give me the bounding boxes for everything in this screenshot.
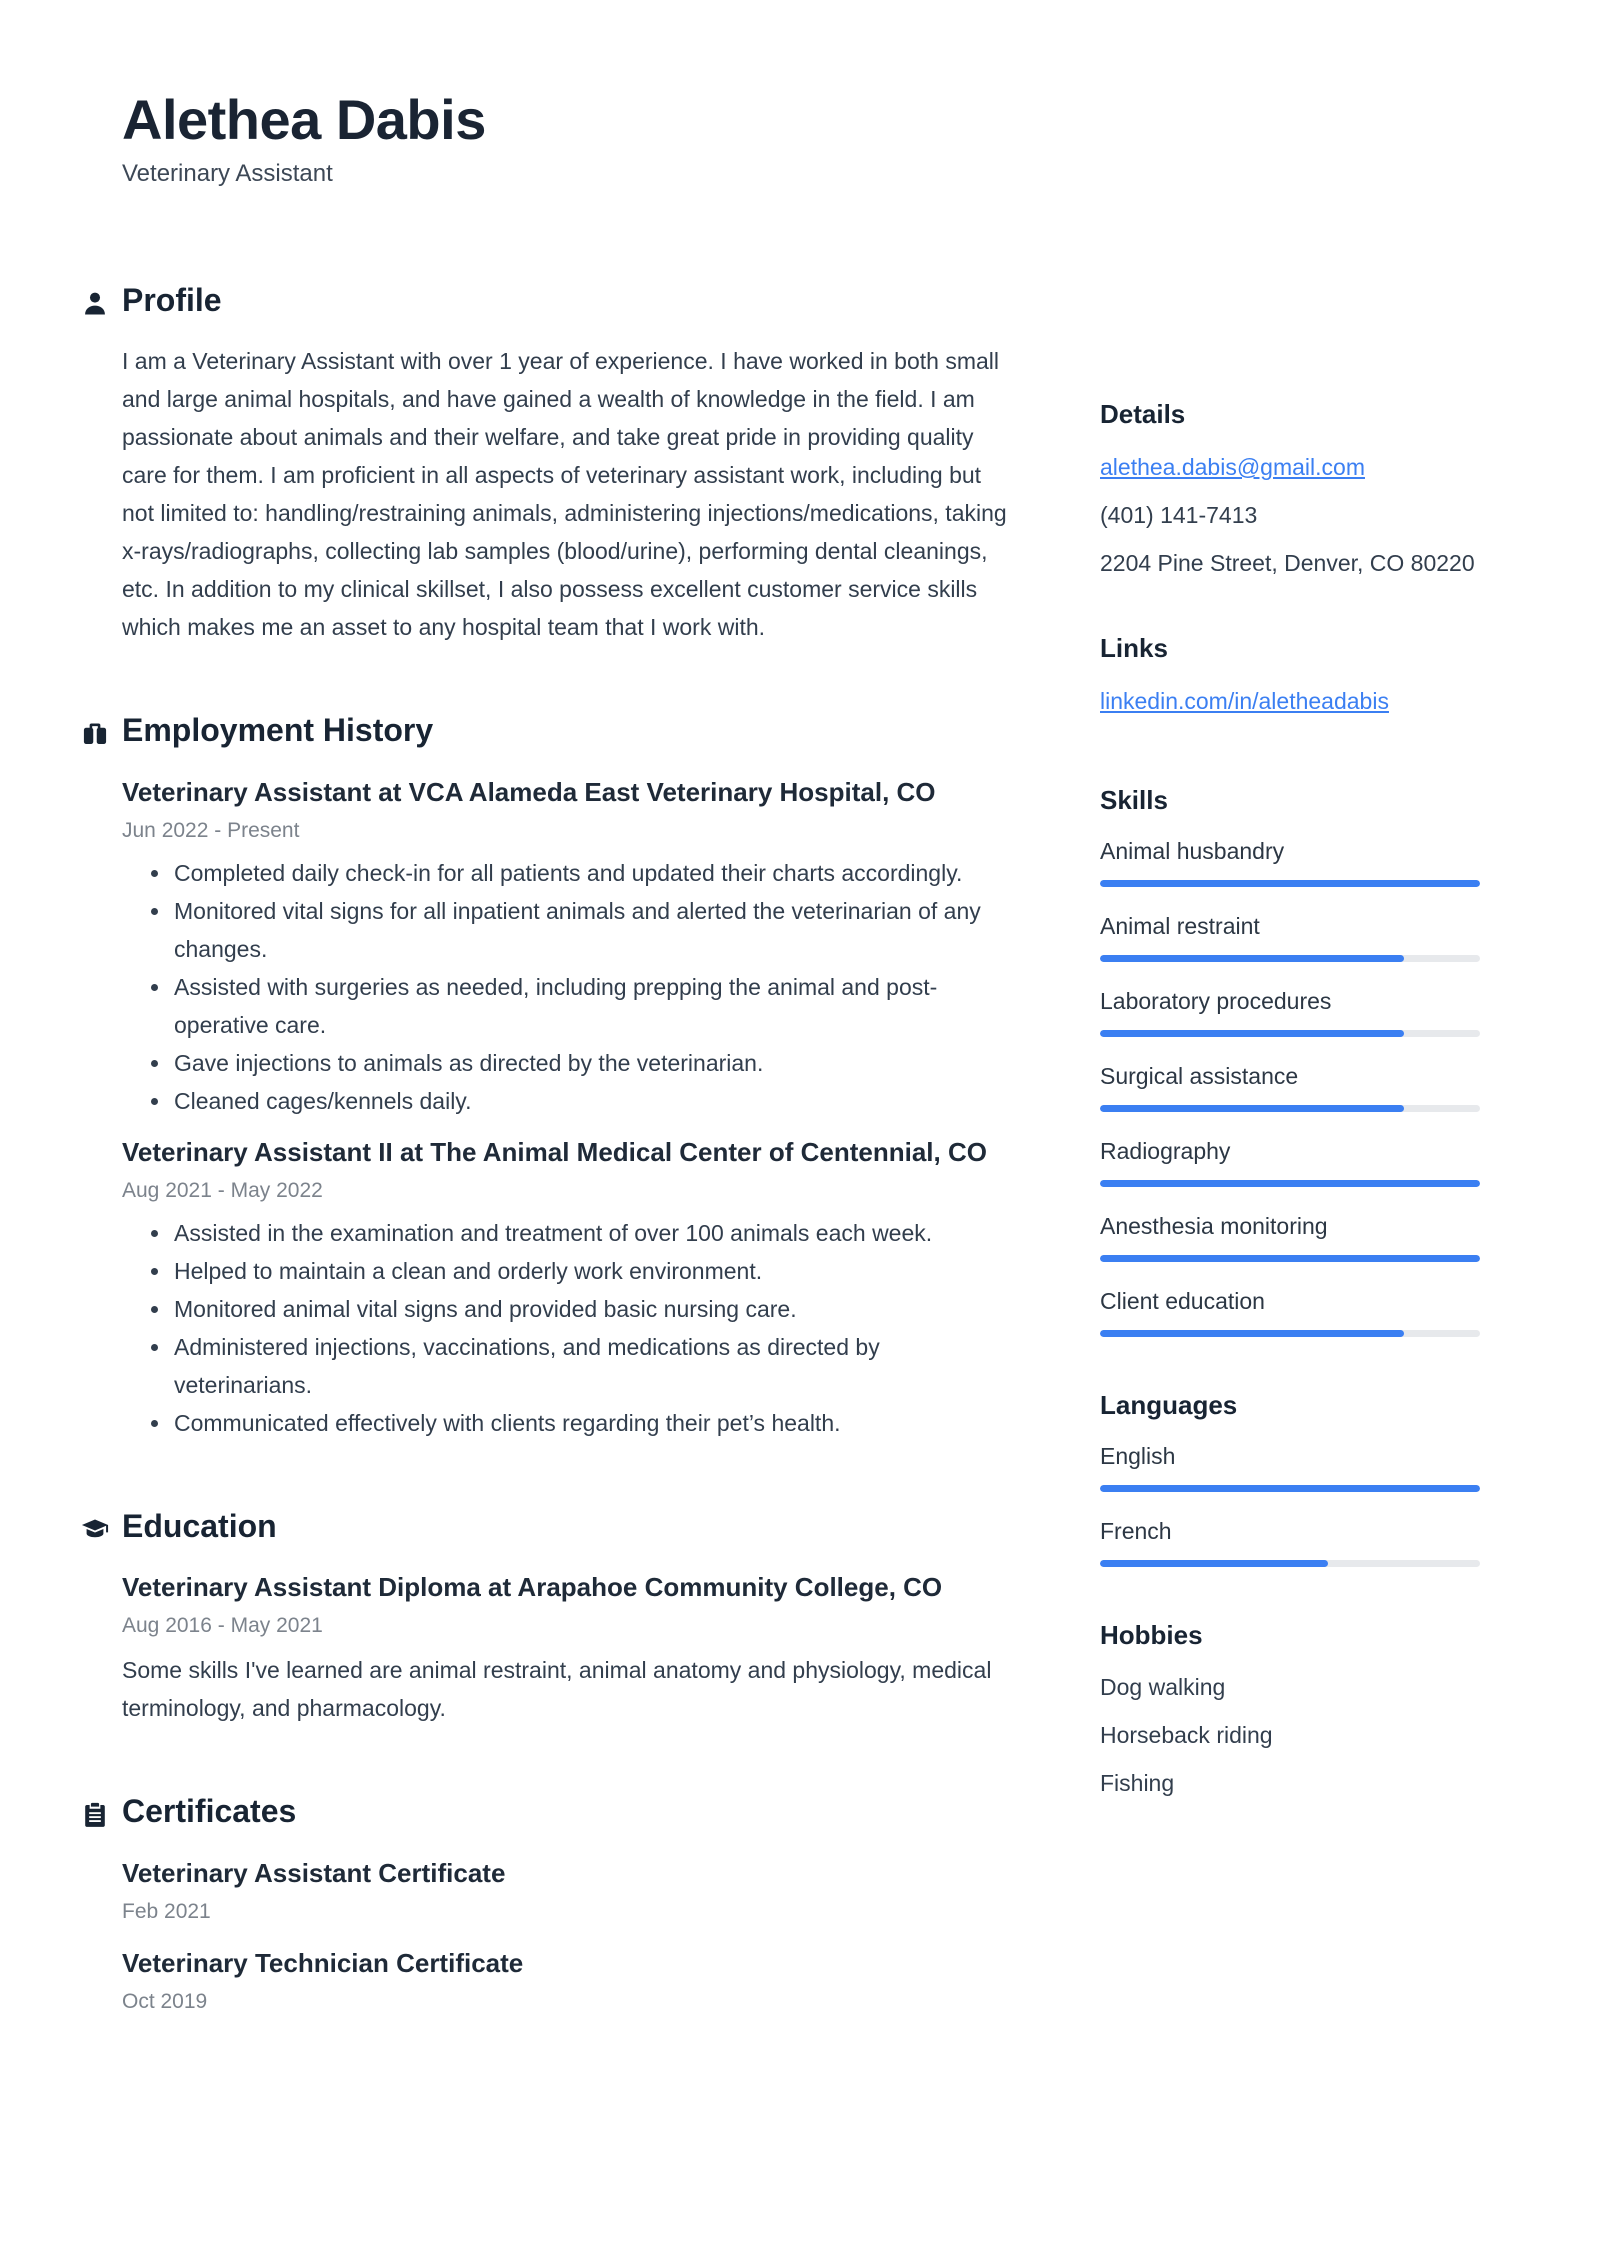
profile-heading (122, 280, 1012, 322)
language-bar (1100, 1560, 1480, 1567)
language-bar-fill (1100, 1560, 1328, 1567)
hobbies-heading: Hobbies (1100, 1619, 1203, 1650)
skill-bar-fill (1100, 1330, 1404, 1337)
certificates-heading-label: Certificates (122, 1793, 297, 1830)
section-certificates (122, 1791, 1012, 2017)
job-entry (122, 772, 1012, 1120)
hobby-item: Dog walking (1100, 1674, 1226, 1701)
street-address: 2204 Pine Street, Denver, CO 80220 (1100, 550, 1475, 577)
skill-bar-fill (1100, 1255, 1480, 1262)
skill-bar (1100, 1180, 1480, 1187)
job-bullet: • Gave injections to animals as directed by the veterinarian. (172, 1044, 1012, 1082)
skill-label: Radiography (1100, 1137, 1231, 1164)
candidate-name: Alethea Dabis (122, 88, 486, 151)
skill-bar (1100, 1330, 1480, 1337)
skill-item (1100, 836, 1480, 887)
skill-label: Animal restraint (1100, 912, 1260, 939)
language-label: French (1100, 1517, 1172, 1544)
job-bullets (122, 854, 1012, 1120)
briefcase-icon (81, 717, 109, 745)
skill-item (1100, 1061, 1480, 1112)
job-bullet: • Completed daily check-in for all patients and updated their charts accordingly. (172, 854, 1012, 892)
skill-label: Animal husbandry (1100, 837, 1285, 864)
education-entry (122, 1567, 1012, 1727)
skill-bar (1100, 955, 1480, 962)
job-title: Veterinary Assistant II at The Animal Medical Center of Centennial, CO (122, 1136, 987, 1167)
section-employment (122, 710, 1012, 1442)
job-dates: Jun 2022 - Present (122, 818, 300, 842)
main-column (122, 188, 1012, 2032)
languages-section (1100, 1389, 1480, 1567)
skill-item (1100, 986, 1480, 1037)
certificate-dates: Oct 2019 (122, 1989, 208, 2013)
skills-heading: Skills (1100, 784, 1168, 815)
job-bullet: • Assisted with surgeries as needed, including prepping the animal and post-operative care. (172, 968, 1012, 1044)
resume-header (122, 88, 1480, 188)
certificate-title: Veterinary Assistant Certificate (122, 1857, 506, 1888)
job-bullet: • Administered injections, vaccinations, and medications as directed by veterinarians. (172, 1328, 1012, 1404)
job-dates: Aug 2021 - May 2022 (122, 1178, 323, 1202)
employment-heading (122, 710, 1012, 752)
hobby-item: Horseback riding (1100, 1722, 1273, 1749)
language-bar (1100, 1485, 1480, 1492)
skill-bar-fill (1100, 1105, 1404, 1112)
certificate-entry (122, 1853, 1012, 1927)
skill-item (1100, 1286, 1480, 1337)
links-section (1100, 632, 1480, 732)
phone-number: (401) 141-7413 (1100, 502, 1258, 529)
education-description: Some skills I've learned are animal restraint, animal anatomy and physiology, medical terminology, and pharmacology. (122, 1657, 992, 1722)
graduation-cap-icon (81, 1513, 109, 1541)
job-bullet: • Assisted in the examination and treatment of over 100 animals each week. (172, 1214, 1012, 1252)
languages-heading: Languages (1100, 1389, 1238, 1420)
skill-label: Anesthesia monitoring (1100, 1212, 1328, 1239)
skills-section (1100, 784, 1480, 1337)
education-heading (122, 1506, 1012, 1548)
section-education (122, 1506, 1012, 1728)
skill-bar (1100, 1105, 1480, 1112)
skill-item (1100, 911, 1480, 962)
job-bullet: • Communicated effectively with clients regarding their pet’s health. (172, 1404, 1012, 1442)
details-section (1100, 398, 1480, 580)
sidebar (1100, 398, 1480, 1852)
language-item (1100, 1441, 1480, 1492)
linkedin-link[interactable]: linkedin.com/in/aletheadabis (1100, 687, 1389, 714)
section-profile (122, 280, 1012, 646)
skill-bar (1100, 880, 1480, 887)
skill-bar-fill (1100, 880, 1480, 887)
details-heading: Details (1100, 399, 1186, 430)
certificate-title: Veterinary Technician Certificate (122, 1947, 524, 1978)
job-bullet: • Monitored animal vital signs and provided basic nursing care. (172, 1290, 1012, 1328)
clipboard-icon (81, 1798, 109, 1826)
skill-label: Client education (1100, 1287, 1265, 1314)
hobbies-section (1100, 1619, 1480, 1801)
links-heading: Links (1100, 633, 1168, 664)
job-entry (122, 1132, 1012, 1442)
job-bullet: • Monitored vital signs for all inpatient animals and alerted the veterinarian of any changes. (172, 892, 1012, 968)
education-title: Veterinary Assistant Diploma at Arapahoe Community College, CO (122, 1572, 943, 1603)
skill-label: Surgical assistance (1100, 1062, 1299, 1089)
language-item (1100, 1516, 1480, 1567)
language-bar-fill (1100, 1485, 1480, 1492)
language-label: English (1100, 1442, 1176, 1469)
job-bullet: • Cleaned cages/kennels daily. (172, 1082, 1012, 1120)
profile-heading-label: Profile (122, 282, 222, 319)
job-title: Veterinary Assistant at VCA Alameda East Veterinary Hospital, CO (122, 776, 936, 807)
skill-bar (1100, 1030, 1480, 1037)
education-heading-label: Education (122, 1507, 277, 1544)
certificates-heading (122, 1791, 1012, 1833)
certificate-entry (122, 1943, 1012, 2017)
certificate-dates: Feb 2021 (122, 1899, 211, 1923)
candidate-job-title: Veterinary Assistant (122, 160, 333, 188)
skill-bar (1100, 1255, 1480, 1262)
job-bullet: • Helped to maintain a clean and orderly work environment. (172, 1252, 1012, 1290)
skill-bar-fill (1100, 1180, 1480, 1187)
employment-heading-label: Employment History (122, 711, 434, 748)
hobby-item: Fishing (1100, 1770, 1175, 1797)
skill-item (1100, 1136, 1480, 1187)
job-bullets (122, 1214, 1012, 1442)
profile-text: I am a Veterinary Assistant with over 1 year of experience. I have worked in both small and large animal hospitals, and have gained a wealth of knowledge in the field. I am passionate about animals and their welfare, and take great pride in providing quality care for them. I am proficient in all aspects of veterinary assistant work, including but not limited to: handling/restraining animals, administering injections/medications, taking x-rays/radiographs, collecting lab samples (blood/urine), performing dental cleanings, etc. In addition to my clinical skillset, I also possess excellent customer service skills which makes me an asset to any hospital team that I work with. (122, 347, 1007, 640)
education-dates: Aug 2016 - May 2021 (122, 1614, 323, 1638)
email-link[interactable]: alethea.dabis@gmail.com (1100, 454, 1365, 481)
skill-item (1100, 1211, 1480, 1262)
skill-label: Laboratory procedures (1100, 987, 1332, 1014)
person-icon (81, 287, 109, 315)
skill-bar-fill (1100, 955, 1404, 962)
skill-bar-fill (1100, 1030, 1404, 1037)
